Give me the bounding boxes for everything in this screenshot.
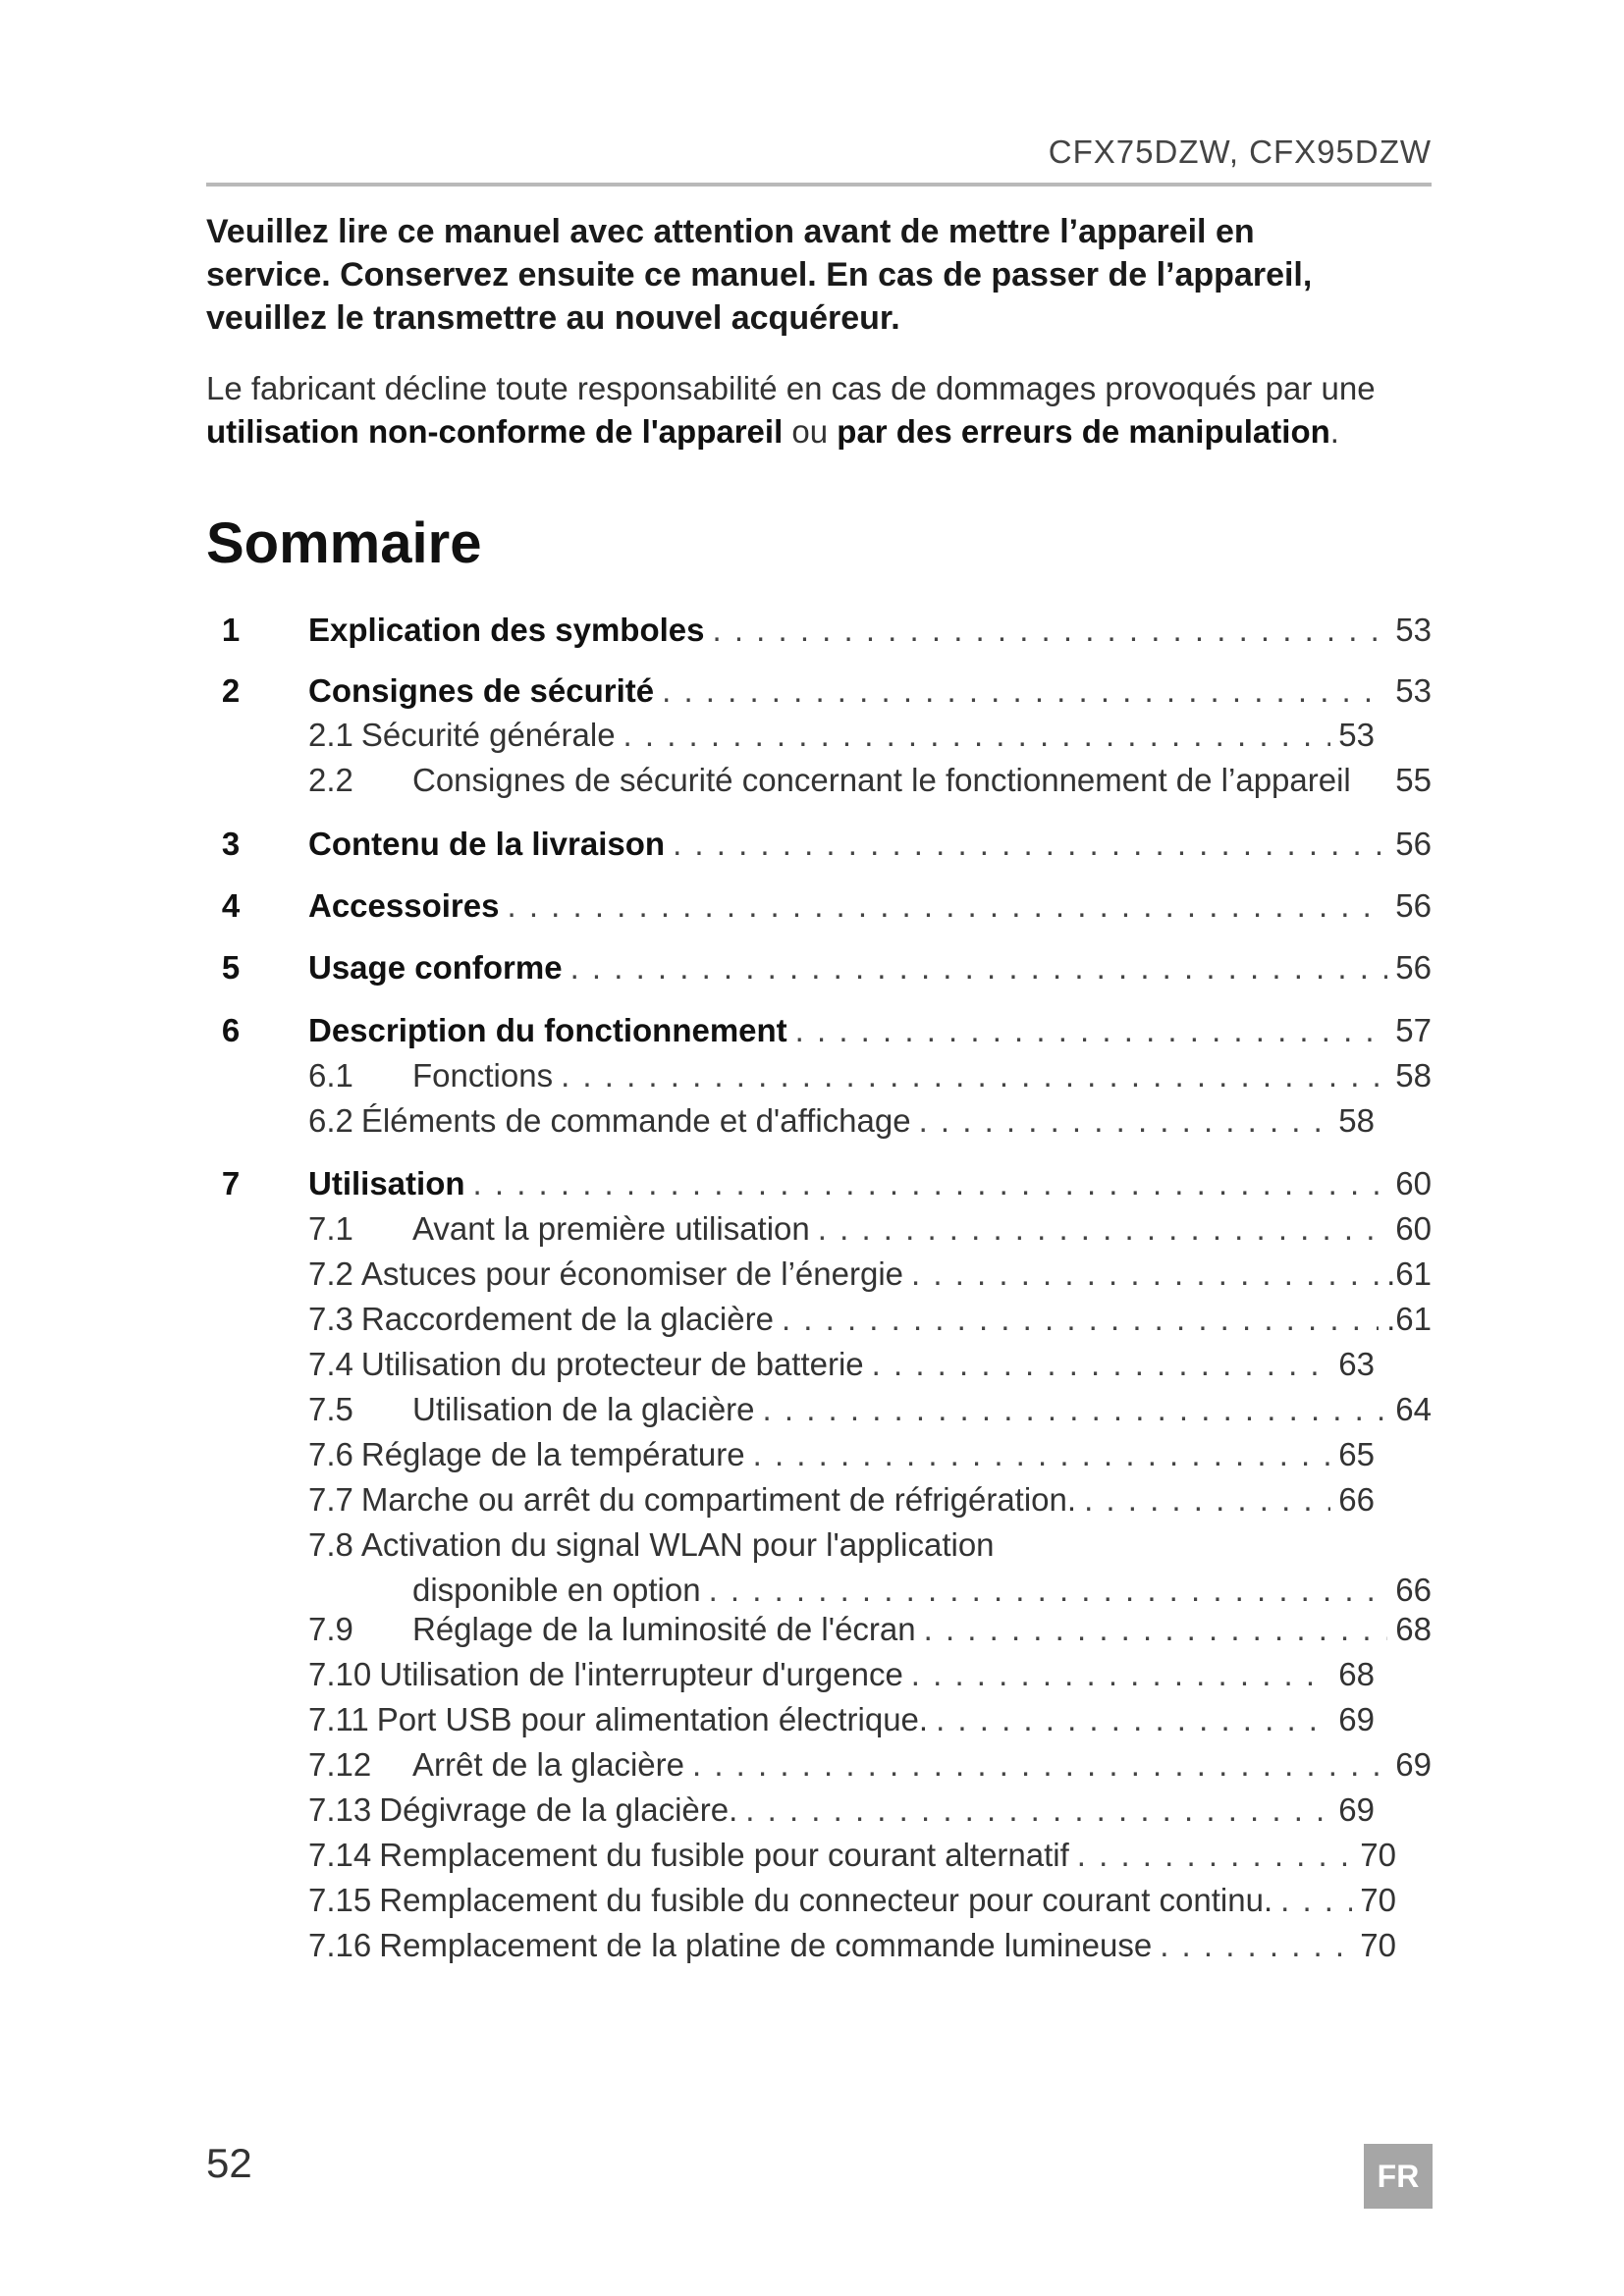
toc-page-number: 58	[1395, 1057, 1432, 1094]
leader-dots	[924, 1608, 1388, 1651]
intro-line: veuillez le transmettre au nouvel acquéreur.	[206, 299, 900, 337]
disclaimer-line: Le fabricant décline toute responsabilité en cas de dommages provoqués par une	[206, 370, 1376, 406]
toc-entry-body	[308, 1789, 1375, 1832]
toc-page-number: 53	[1338, 717, 1375, 753]
toc-entry-body	[308, 1698, 1375, 1741]
toc-section-row[interactable]	[206, 1698, 1375, 1741]
toc-entry-label: Remplacement de la platine de commande lumineuse	[379, 1927, 1153, 1963]
toc-page-number: 70	[1360, 1927, 1396, 1963]
toc-entry-label: Description du fonctionnement	[308, 1012, 787, 1048]
leader-dots	[911, 1253, 1379, 1296]
toc-entry-body	[412, 1569, 1432, 1612]
toc-entry-label: Réglage de la luminosité de l'écran	[412, 1611, 916, 1647]
toc-entry-label: Utilisation du protecteur de batterie	[360, 1346, 864, 1382]
toc-chapter-row[interactable]	[206, 823, 1432, 866]
toc-section-row[interactable]	[206, 1207, 1432, 1251]
toc-entry-label: Réglage de la température	[360, 1436, 745, 1472]
section-number: 7.14	[308, 1837, 372, 1873]
toc-entry-body	[308, 1879, 1396, 1922]
toc-entry-label: Explication des symboles	[308, 612, 705, 648]
disclaimer-bold-1: utilisation non-conforme de l'appareil	[206, 413, 784, 450]
leader-dots	[911, 1653, 1330, 1696]
chapter-number: 4	[221, 887, 241, 924]
toc-section-row[interactable]	[206, 1054, 1432, 1097]
toc-page-number: 66	[1338, 1481, 1375, 1518]
toc-page-number: 66	[1395, 1572, 1432, 1608]
leader-dots	[818, 1207, 1388, 1251]
model-header: CFX75DZW, CFX95DZW	[1048, 133, 1432, 170]
disclaimer-mid: ou	[783, 413, 838, 450]
toc-section-row[interactable]	[206, 1433, 1375, 1476]
toc-entry-body	[308, 759, 1432, 802]
section-number: 7.15	[308, 1882, 372, 1918]
section-number: 7.2	[308, 1255, 353, 1292]
leader-dots	[623, 714, 1331, 757]
toc-entry-label: Avant la première utilisation	[412, 1210, 810, 1247]
toc-entry-body	[308, 1298, 1432, 1341]
section-number: 7.5	[308, 1391, 353, 1427]
toc-entry-body	[308, 1388, 1432, 1431]
leader-dots	[919, 1099, 1331, 1143]
leader-dots	[745, 1789, 1330, 1832]
toc-entry-body	[308, 1009, 1432, 1052]
toc-chapter-row[interactable]	[206, 1162, 1432, 1205]
toc-entry-body	[308, 1834, 1396, 1877]
leader-dots	[473, 1162, 1388, 1205]
toc-section-row[interactable]	[206, 1608, 1432, 1651]
toc-chapter-row[interactable]	[206, 884, 1432, 928]
language-badge: FR	[1364, 2144, 1433, 2209]
chapter-number: 7	[221, 1165, 241, 1201]
toc-entry-label: Sécurité générale	[360, 717, 616, 753]
chapter-number: 1	[221, 612, 241, 648]
toc-page-number: 60	[1395, 1165, 1432, 1201]
toc-section-row[interactable]	[206, 1653, 1375, 1696]
section-number: 7.16	[308, 1927, 372, 1963]
toc-page-number: .61	[1386, 1255, 1432, 1292]
toc-page-number: 65	[1338, 1436, 1375, 1472]
toc-entry-body	[308, 1207, 1432, 1251]
leader-dots	[709, 1569, 1388, 1612]
leader-dots	[1280, 1879, 1352, 1922]
toc-entry-body	[308, 1743, 1432, 1787]
toc-section-row[interactable]	[206, 1298, 1432, 1341]
toc-entry-label: Fonctions	[412, 1057, 554, 1094]
toc-entry-body	[308, 1343, 1375, 1386]
toc-section-row[interactable]	[206, 1388, 1432, 1431]
toc-entry-label: Utilisation de l'interrupteur d'urgence	[379, 1656, 903, 1692]
section-number: 6.2	[308, 1102, 353, 1139]
leader-dots	[1084, 1478, 1330, 1522]
toc-entry-body	[308, 714, 1375, 757]
toc-page-number: 64	[1395, 1391, 1432, 1427]
leader-dots	[662, 669, 1387, 713]
toc-page-number: 68	[1395, 1611, 1432, 1647]
leader-dots	[753, 1433, 1331, 1476]
toc-entry-body	[308, 823, 1432, 866]
toc-section-row[interactable]	[206, 1099, 1375, 1143]
toc-entry-label: Accessoires	[308, 887, 500, 924]
leader-dots	[692, 1743, 1387, 1787]
toc-chapter-row[interactable]	[206, 1009, 1432, 1052]
toc-entry-body	[308, 1924, 1396, 1967]
toc-page-number: 63	[1338, 1346, 1375, 1382]
disclaimer-end: .	[1329, 413, 1339, 450]
leader-dots	[795, 1009, 1388, 1052]
toc-section-row[interactable]	[206, 714, 1375, 757]
toc-title: Sommaire	[206, 511, 482, 575]
toc-page-number: 53	[1395, 612, 1432, 648]
toc-entry-body	[308, 669, 1432, 713]
section-number: 7.9	[308, 1611, 353, 1647]
chapter-number: 5	[221, 949, 241, 986]
leader-dots	[673, 823, 1387, 866]
toc-section-row[interactable]	[206, 1523, 1432, 1567]
section-number: 7.11	[308, 1701, 369, 1737]
section-number: 7.12	[308, 1746, 372, 1783]
toc-entry-body	[308, 1478, 1375, 1522]
toc-chapter-row[interactable]	[206, 669, 1432, 713]
leader-dots	[872, 1343, 1331, 1386]
toc-section-row[interactable]	[206, 1834, 1396, 1877]
section-number: 7.4	[308, 1346, 353, 1382]
leader-dots	[782, 1298, 1379, 1341]
toc-page-number: 57	[1395, 1012, 1432, 1048]
toc-entry-label: Arrêt de la glacière	[412, 1746, 684, 1783]
toc-page-number: 69	[1338, 1701, 1375, 1737]
toc-section-row[interactable]	[206, 1879, 1396, 1922]
toc-page-number: .61	[1386, 1301, 1432, 1337]
section-number: 7.8	[308, 1526, 353, 1563]
leader-dots	[561, 1054, 1387, 1097]
toc-page-number: 53	[1395, 672, 1432, 709]
toc-entry-body	[308, 1433, 1375, 1476]
toc-section-row[interactable]	[206, 1253, 1432, 1296]
chapter-number: 2	[221, 672, 241, 709]
chapter-number: 3	[221, 826, 241, 862]
toc-page-number: 69	[1338, 1791, 1375, 1828]
toc-entry-label: Contenu de la livraison	[308, 826, 666, 862]
section-number: 7.3	[308, 1301, 353, 1337]
leader-dots	[763, 1388, 1388, 1431]
toc-entry-label: Raccordement de la glacière	[360, 1301, 774, 1337]
toc-entry-label: Consignes de sécurité	[308, 672, 655, 709]
section-number: 7.6	[308, 1436, 353, 1472]
section-number: 7.13	[308, 1791, 372, 1828]
toc-entry-body	[308, 1099, 1375, 1143]
toc-page-number: 70	[1360, 1837, 1396, 1873]
toc-entry-label: Utilisation de la glacière	[412, 1391, 755, 1427]
toc-entry-label: Astuces pour économiser de l’énergie	[360, 1255, 904, 1292]
toc-entry-body	[308, 1523, 1432, 1567]
toc-entry-label: Éléments de commande et d'affichage	[360, 1102, 911, 1139]
toc-page-number: 58	[1338, 1102, 1375, 1139]
toc-entry-label: Activation du signal WLAN pour l'application	[360, 1526, 995, 1563]
toc-section-row[interactable]	[206, 1343, 1375, 1386]
intro-line: Veuillez lire ce manuel avec attention avant de mettre l’appareil en	[206, 213, 1255, 250]
toc-page-number: 55	[1395, 762, 1432, 798]
leader-dots	[570, 946, 1388, 989]
toc-section-row-continued[interactable]	[206, 1569, 1432, 1612]
section-number: 7.10	[308, 1656, 372, 1692]
toc-entry-body	[308, 1162, 1432, 1205]
toc-entry-body	[308, 1608, 1432, 1651]
section-number: 2.1	[308, 717, 353, 753]
toc-entry-label: Port USB pour alimentation électrique.	[376, 1701, 929, 1737]
toc-entry-label: Utilisation	[308, 1165, 465, 1201]
leader-dots	[712, 609, 1387, 652]
toc-entry-body	[308, 1653, 1375, 1696]
toc-entry-label: Dégivrage de la glacière.	[379, 1791, 738, 1828]
toc-section-row[interactable]	[206, 1789, 1375, 1832]
leader-dots	[507, 884, 1387, 928]
section-number: 2.2	[308, 762, 353, 798]
toc-page-number: 70	[1360, 1882, 1396, 1918]
page-number: 52	[206, 2140, 252, 2186]
toc-section-row[interactable]	[206, 1924, 1396, 1967]
toc-entry-body	[308, 884, 1432, 928]
toc-page-number: 56	[1395, 826, 1432, 862]
leader-dots	[1077, 1834, 1352, 1877]
intro-line: service. Conservez ensuite ce manuel. En cas de passer de l’appareil,	[206, 256, 1313, 294]
toc-page-number: 68	[1338, 1656, 1375, 1692]
toc-page-number: 60	[1395, 1210, 1432, 1247]
toc-entry-label: Remplacement du fusible pour courant alternatif	[379, 1837, 1069, 1873]
toc-entry-body	[308, 609, 1432, 652]
toc-entry-body	[308, 1054, 1432, 1097]
toc-section-row[interactable]	[206, 759, 1432, 802]
toc-entry-label: Remplacement du fusible du connecteur pour courant continu.	[379, 1882, 1273, 1918]
toc-chapter-row[interactable]	[206, 946, 1432, 989]
toc-page-number: 56	[1395, 887, 1432, 924]
leader-dots	[936, 1698, 1330, 1741]
toc-section-row[interactable]	[206, 1743, 1432, 1787]
toc-section-row[interactable]	[206, 1478, 1375, 1522]
toc-chapter-row[interactable]	[206, 609, 1432, 652]
disclaimer-bold-2: par des erreurs de manipulation	[837, 413, 1330, 450]
toc-entry-body	[308, 946, 1432, 989]
toc-entry-body	[308, 1253, 1432, 1296]
toc-entry-label: Marche ou arrêt du compartiment de réfrigération.	[360, 1481, 1077, 1518]
section-number: 7.1	[308, 1210, 353, 1247]
toc-page-number: 56	[1395, 949, 1432, 986]
toc-page-number: 69	[1395, 1746, 1432, 1783]
section-number: 7.7	[308, 1481, 353, 1518]
toc-entry-label: Consignes de sécurité concernant le fonctionnement de l’appareil	[412, 762, 1351, 798]
toc-entry-label: Usage conforme	[308, 949, 563, 986]
section-number: 6.1	[308, 1057, 353, 1094]
toc-entry-label-continued: disponible en option	[412, 1572, 701, 1608]
leader-dots	[1160, 1924, 1352, 1967]
chapter-number: 6	[221, 1012, 241, 1048]
